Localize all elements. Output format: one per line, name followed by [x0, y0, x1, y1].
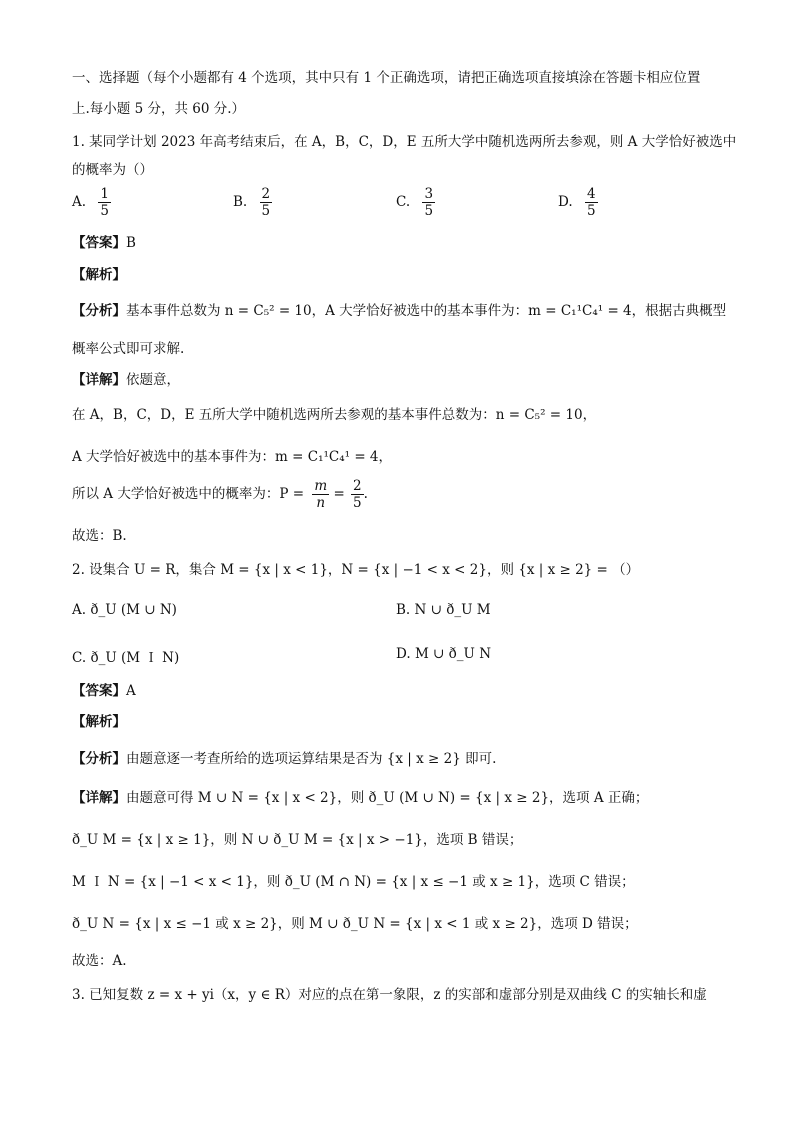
q3-stem-line1: 3. 已知复数 z = x + yi（x，y ∈ R）对应的点在第一象限，z 的实部和虚部分别是双曲线 C 的实轴长和虚 — [72, 987, 707, 1003]
q2-analysis-tag — [72, 712, 126, 732]
option-label: C. — [396, 194, 411, 210]
option-denominator: 5 — [261, 203, 271, 219]
analysis-tag: 【解析】 — [72, 714, 126, 730]
answer-value: B — [126, 235, 136, 251]
section-header-line1: 一、选择题（每个小题都有 4 个选项，其中只有 1 个正确选项，请把正确选项直接填涂在答题卡相应位置 — [72, 70, 701, 86]
xiangjie-tag: 【详解】 — [72, 790, 126, 806]
option-text: M ∪ ð_U N — [414, 646, 492, 662]
q2-option-d — [396, 646, 491, 662]
option-numerator: 2 — [261, 186, 271, 202]
option-text: ð_U (M ∪ N) — [90, 602, 177, 618]
fenxi-tag: 【分析】 — [72, 751, 126, 767]
fraction-numerator: m — [314, 478, 328, 494]
q2-xiangjie — [72, 788, 648, 808]
fenxi-tag: 【分析】 — [72, 303, 126, 319]
step3-prefix: 所以 A 大学恰好被选中的概率为：P = — [72, 486, 305, 502]
option-numerator: 1 — [100, 186, 109, 202]
q1-answer — [72, 233, 136, 253]
option-text: ð_U (M Ｉ N) — [90, 650, 180, 666]
answer-tag: 【答案】 — [72, 235, 126, 251]
fraction-denominator: 5 — [353, 495, 362, 511]
q1-fenxi-line2: 概率公式即可求解. — [72, 341, 185, 357]
q1-option-a — [72, 186, 111, 219]
q2-answer — [72, 681, 136, 701]
q1-step2: A 大学恰好被选中的基本事件为：m = C₁¹C₄¹ = 4， — [72, 449, 393, 465]
fraction-numerator: 2 — [353, 478, 362, 494]
q1-xiangjie — [72, 370, 180, 390]
q1-analysis-tag — [72, 265, 126, 285]
q2-stem-line1: 2. 设集合 U = R，集合 M = {x | x < 1}，N = {x | −1 < x < 2}，则 {x | x ≥ 2} = （） — [72, 562, 640, 578]
option-label: C. — [72, 650, 87, 666]
section-header-line2: 上.每小题 5 分，共 60 分.） — [72, 101, 246, 117]
q2-step-b: ð_U M = {x | x ≥ 1}，则 N ∪ ð_U M = {x | x > −1}，选项 B 错误； — [72, 832, 523, 848]
q1-step3 — [72, 478, 368, 511]
q1-stem-line1: 1. 某同学计划 2023 年高考结束后，在 A，B，C，D，E 五所大学中随机选两所去参观，则 A 大学恰好被选中 — [72, 134, 737, 150]
equals-sign: = — [333, 486, 345, 502]
option-denominator: 5 — [100, 203, 109, 219]
option-numerator: 4 — [586, 186, 596, 202]
option-numerator: 3 — [424, 186, 434, 202]
option-label: D. — [396, 646, 411, 662]
period: . — [363, 486, 368, 502]
q1-step1: 在 A，B，C，D，E 五所大学中随机选两所去参观的基本事件总数为：n = C₅² = 10， — [72, 407, 597, 423]
option-denominator: 5 — [424, 203, 434, 219]
answer-tag: 【答案】 — [72, 683, 126, 699]
option-label: B. — [233, 194, 248, 210]
option-label: A. — [72, 194, 87, 210]
fenxi-text: 基本事件总数为 n = C₅² = 10，A 大学恰好被选中的基本事件为：m = C₁¹C₄¹ = 4，根据古典概型 — [126, 303, 727, 319]
fraction-denominator: n — [316, 495, 326, 511]
q2-fenxi — [72, 749, 496, 769]
q2-step-c: M Ｉ N = {x | −1 < x < 1}，则 ð_U (M ∩ N) = {x | x ≤ −1 或 x ≥ 1}，选项 C 错误； — [72, 874, 635, 890]
q1-option-d — [558, 186, 598, 219]
q2-step-d: ð_U N = {x | x ≤ −1 或 x ≥ 2}，则 M ∪ ð_U N = {x | x < 1 或 x ≥ 2}，选项 D 错误； — [72, 916, 638, 932]
q2-conclusion: 故选：A. — [72, 953, 127, 969]
answer-value: A — [126, 683, 136, 699]
option-label: D. — [558, 194, 573, 210]
q2-option-a — [72, 602, 177, 618]
q1-stem-line2: 的概率为（） — [72, 162, 153, 178]
option-text: N ∪ ð_U M — [414, 602, 491, 618]
xiangjie-tag: 【详解】 — [72, 372, 126, 388]
option-denominator: 5 — [586, 203, 596, 219]
q1-fenxi-line1 — [72, 301, 726, 321]
fenxi-text: 由题意逐一考查所给的选项运算结果是否为 {x | x ≥ 2} 即可. — [126, 751, 497, 767]
xiangjie-text: 依题意， — [126, 372, 180, 388]
xiangjie-text: 由题意可得 M ∪ N = {x | x < 2}，则 ð_U (M ∪ N) = {x | x ≥ 2}，选项 A 正确； — [126, 790, 649, 806]
q1-option-b — [233, 186, 272, 219]
option-label: B. — [396, 602, 411, 618]
analysis-tag: 【解析】 — [72, 267, 126, 283]
q1-option-c — [396, 186, 435, 219]
option-label: A. — [72, 602, 87, 618]
q1-conclusion: 故选：B. — [72, 528, 127, 544]
q2-option-b — [396, 602, 491, 618]
q2-option-c — [72, 646, 179, 666]
